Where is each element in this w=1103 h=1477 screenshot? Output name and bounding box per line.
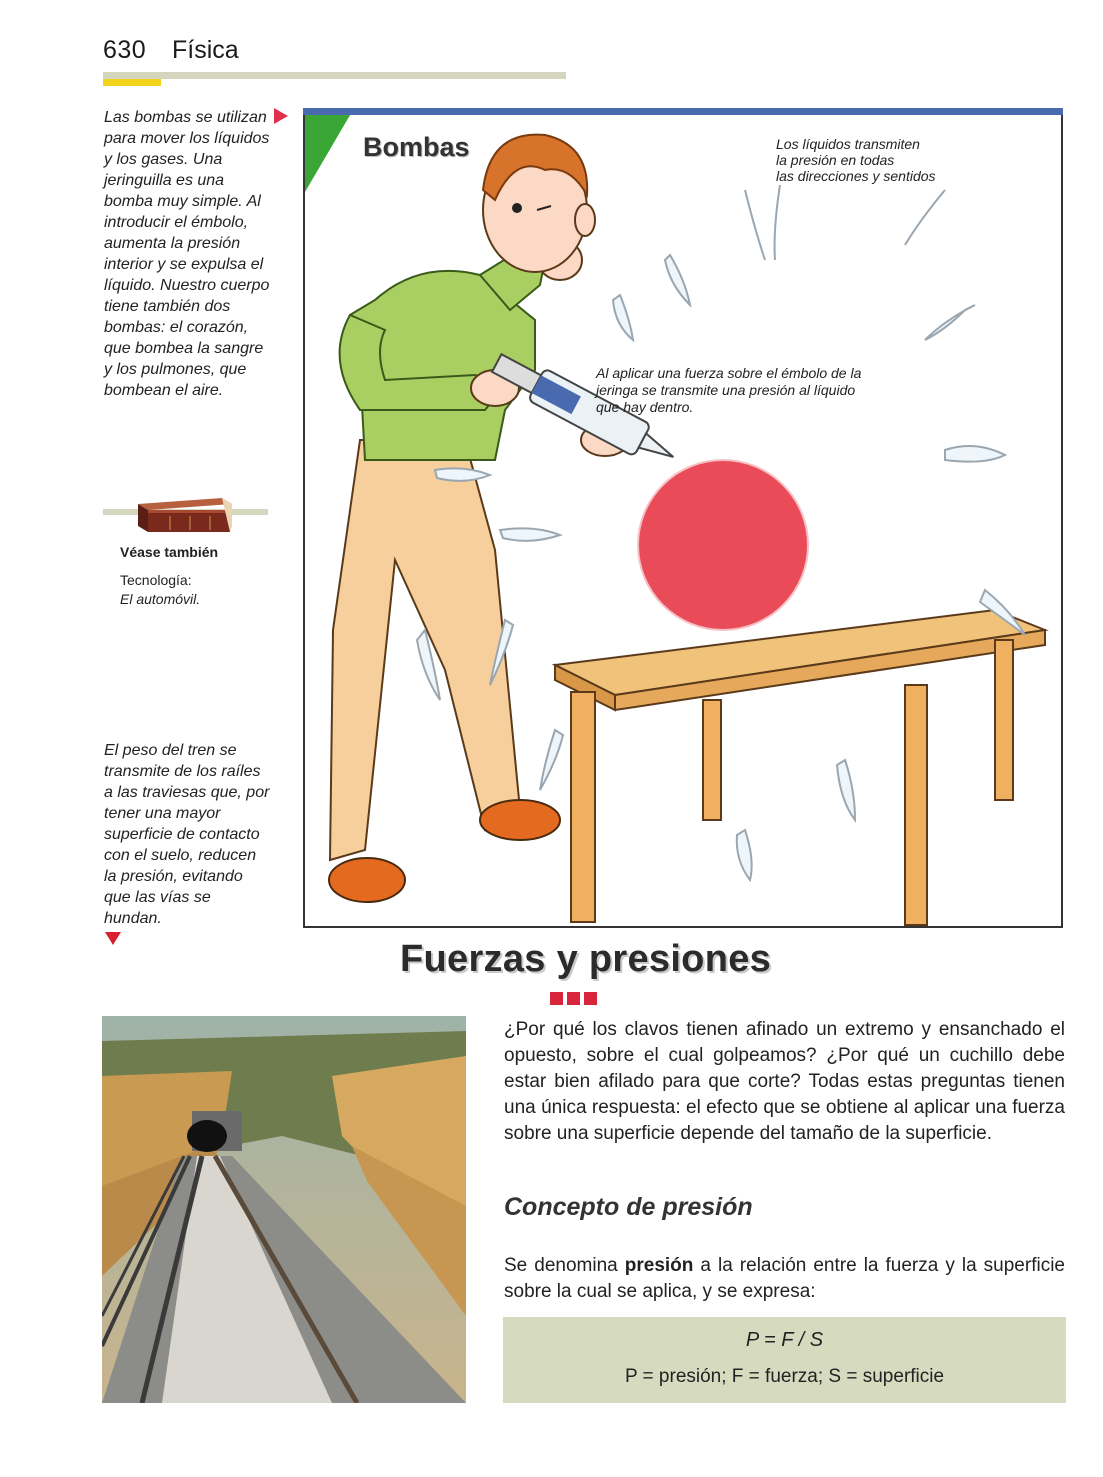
- book-icon: [130, 494, 235, 534]
- pointer-right-icon: [274, 108, 288, 124]
- see-also-heading: Véase también: [120, 544, 219, 560]
- see-also-topic: Tecnología:: [120, 572, 192, 588]
- sidebar-note-train: El peso del tren se transmite de los raíles a las traviesas que, por tener una mayor superficie de contacto con el suelo, reducen la presión, evitando que las vías se hundan.: [104, 742, 270, 927]
- panel-top-bar: [303, 108, 1063, 115]
- header-rule: [103, 72, 566, 79]
- pointer-down-icon: [105, 932, 121, 945]
- railway-tunnel-photo: [102, 1016, 466, 1403]
- callout-liquids-line1: Los líquidos transmiten: [776, 136, 920, 152]
- illustration-title: Bombas: [363, 132, 470, 162]
- article-title: Fuerzas y presiones: [400, 938, 772, 980]
- pressure-definition: [504, 1253, 1065, 1305]
- illustration-panel: [303, 108, 1063, 928]
- callout-syringe-line1: Al aplicar una fuerza sobre el émbolo de la: [596, 365, 862, 381]
- formula-legend: P = presión; F = fuerza; S = superficie: [624, 1366, 945, 1387]
- article-intro: ¿Por qué los clavos tienen afinado un extremo y ensanchado el opuesto, sobre el cual golpeamos? ¿Por qué un cuchillo debe estar bien afilado para que corte? Todas estas preguntas tienen una única respuesta: el efecto que se obtiene al aplicar una fuerza sobre una superficie depende del tamaño de la superficie.: [504, 1019, 1065, 1144]
- callout-syringe-line3: que hay dentro.: [596, 399, 694, 415]
- syringe-illustration: [305, 110, 1063, 928]
- definition-lead: Se denomina: [504, 1255, 625, 1276]
- page-number: 630: [103, 36, 147, 64]
- see-also-link[interactable]: El automóvil.: [120, 591, 201, 607]
- sidebar-note-pumps: Las bombas se utilizan para mover los líquidos y los gases. Una jeringuilla es una bomba muy simple. Al introducir el émbolo, aumenta la presión interior y se expulsa el líquido. Nuestro cuerpo tiene también dos bombas: el corazón, que bombea la sangre y los pulmones, que bombean el aire.: [104, 109, 270, 399]
- title-ornament-square: [567, 992, 580, 1005]
- title-ornament-square: [550, 992, 563, 1005]
- pressure-formula: P = F / S: [745, 1329, 824, 1351]
- section-title: Física: [172, 36, 239, 64]
- callout-liquids-line2: la presión en todas: [776, 152, 895, 168]
- section-subtitle: Concepto de presión: [504, 1193, 753, 1221]
- title-ornament-square: [584, 992, 597, 1005]
- callout-liquids-line3: las direcciones y sentidos: [776, 168, 936, 184]
- header-accent: [103, 79, 161, 86]
- definition-tail: a la relación entre la fuerza y la superficie sobre la cual se aplica, y se expresa:: [504, 1255, 1065, 1302]
- definition-term: presión: [624, 1255, 694, 1276]
- callout-syringe-line2: jeringa se transmite una presión al líquido: [596, 382, 856, 398]
